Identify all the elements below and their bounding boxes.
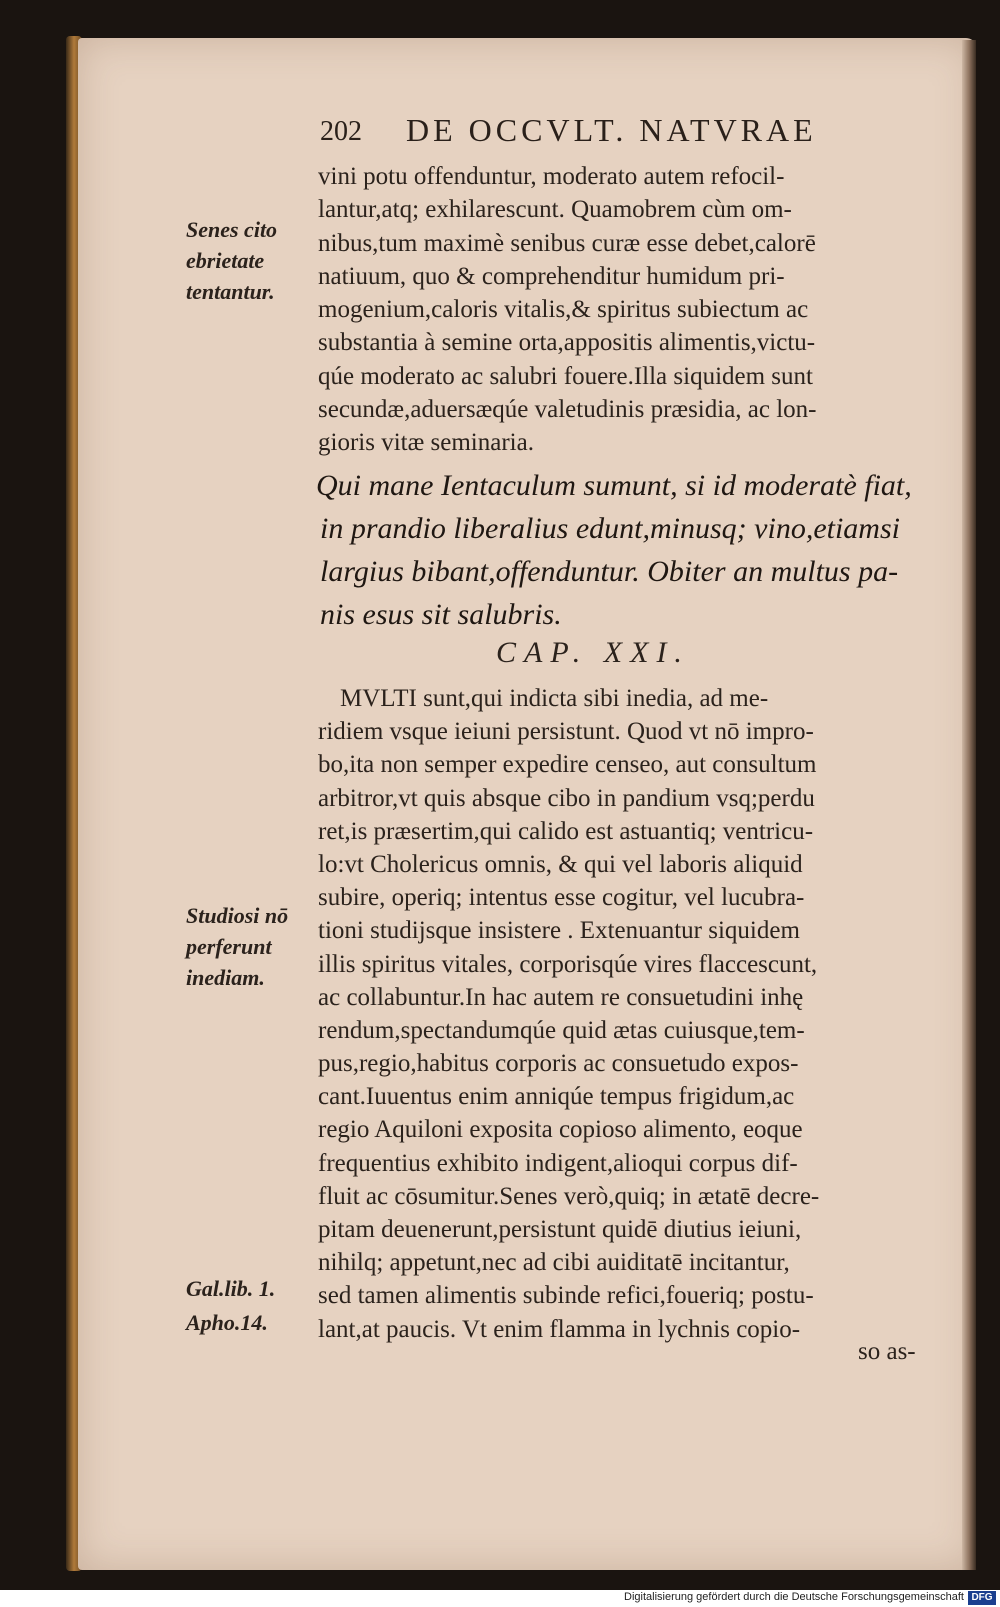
chapter-heading: CAP. XXI. <box>496 636 690 669</box>
text-line: ret,is præsertim,qui calido est astuantiq; ventricu- <box>318 817 814 845</box>
text-line: nibus,tum maximè senibus curæ esse debet,calorē <box>318 229 816 257</box>
page-header <box>320 112 920 156</box>
summary-line: nis esus sit salubris. <box>320 598 562 631</box>
text-line: gioris vitæ seminaria. <box>318 429 534 457</box>
text-line: pus,regio,habitus corporis ac consuetudo expos- <box>318 1050 799 1078</box>
margin-note-line: Apho.14. <box>186 1310 268 1335</box>
summary-line: Qui mane Ientaculum sumunt, si id moderatè fiat, <box>316 469 912 502</box>
chapter-summary <box>316 464 922 636</box>
page-number: 202 <box>320 116 362 147</box>
margin-note-line: inediam. <box>186 965 265 990</box>
margin-note-line: ebrietate <box>186 248 265 273</box>
text-line: arbitror,vt quis absque cibo in pandium vsq;perdu <box>318 784 815 812</box>
margin-note-line: perferunt <box>186 934 272 959</box>
text-line: frequentius exhibito indigent,alioqui corpus dif- <box>318 1149 798 1177</box>
page-edge <box>962 40 976 1570</box>
text-line: lantur,atq; exhilarescunt. Quamobrem cùm om- <box>318 196 792 224</box>
text-line: illis spiritus vitales, corporisqúe vires flaccescunt, <box>318 950 818 978</box>
margin-note-galen <box>186 1272 314 1340</box>
summary-line: in prandio liberalius edunt,minusq; vino,etiamsi <box>320 512 900 545</box>
summary-line: largius bibant,offenduntur. Obiter an multus pa- <box>320 555 899 588</box>
text-line: ridiem vsque ieiuni persistunt. Quod vt nō impro- <box>318 718 814 746</box>
margin-note-line: Senes cito <box>186 217 278 242</box>
text-line: mogenium,caloris vitalis,& spiritus subiectum ac <box>318 296 809 324</box>
margin-note-line: tentantur. <box>186 279 275 304</box>
text-line: subire, operiq; intentus esse cogitur, vel lucubra- <box>318 884 805 912</box>
text-line: sed tamen alimentis subinde refici,foueriq; postu- <box>318 1282 814 1310</box>
text-line: regio Aquiloni exposita copioso alimento, eoque <box>318 1116 803 1144</box>
text-line: natiuum, quo & comprehenditur humidum pri- <box>318 262 785 290</box>
text-line: lant,at paucis. Vt enim flamma in lychnis copio- <box>318 1315 801 1343</box>
text-line: MVLTI sunt,qui indicta sibi inedia, ad me- <box>340 685 769 712</box>
funding-credit: Digitalisierung gefördert durch die Deutsche Forschungsgemeinschaft <box>624 1591 964 1603</box>
text-line: rendum,spectandumqúe quid ætas cuiusque,tem- <box>318 1016 805 1044</box>
body-text-main <box>318 682 922 1346</box>
dfg-logo-icon: DFG <box>968 1591 996 1605</box>
margin-note-senes <box>186 214 314 307</box>
text-line: qúe moderato ac salubri fouere.Illa siquidem sunt <box>318 362 813 390</box>
text-line: fluit ac cōsumitur.Senes verò,quiq; in ætatē decre- <box>318 1182 820 1210</box>
text-line: secundæ,aduersæqúe valetudinis præsidia, ac lon- <box>318 396 817 424</box>
footer-bar <box>0 1590 1000 1607</box>
margin-note-line: Studiosi nō <box>186 903 289 928</box>
text-line: substantia à semine orta,appositis alimentis,victu- <box>318 329 816 357</box>
margin-note-studiosi <box>186 900 314 993</box>
text-line: pitam deuenerunt,persistunt quidē diutius ieiuni, <box>318 1216 802 1243</box>
text-line: bo,ita non semper expedire censeo, aut consultum <box>318 751 817 779</box>
body-text-top <box>318 160 922 460</box>
text-line: nihilq; appetunt,nec ad cibi auiditatē incitantur, <box>318 1249 790 1277</box>
text-line: tioni studijsque insistere . Extenuantur siquidem <box>318 917 800 945</box>
running-title: DE OCCVLT. NATVRAE <box>406 112 817 148</box>
catchword: so as- <box>858 1338 916 1365</box>
text-line: ac collabuntur.In hac autem re consuetudini inhę <box>318 983 804 1011</box>
text-line: vini potu offenduntur, moderato autem refocil- <box>318 163 785 190</box>
margin-note-line: Gal.lib. 1. <box>186 1276 276 1301</box>
text-line: cant.Iuuentus enim anniqúe tempus frigidum,ac <box>318 1083 795 1111</box>
text-line: lo:vt Cholericus omnis, & qui vel laboris aliquid <box>318 850 803 878</box>
